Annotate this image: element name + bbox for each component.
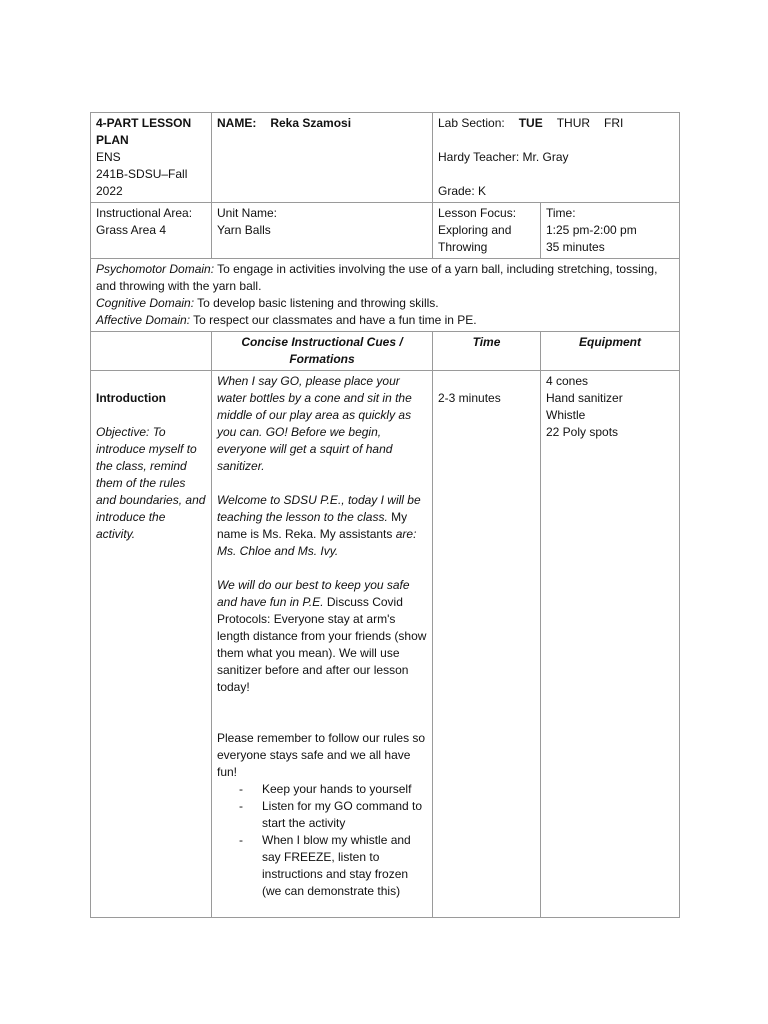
introduction-title: Introduction	[96, 391, 166, 405]
name-cell	[212, 113, 433, 203]
introduction-objective: Objective: To introduce myself to the class, remind them of the rules and boundaries, and introduce the activity.	[96, 425, 206, 541]
plan-title: 4-PART LESSON PLAN	[96, 116, 192, 147]
lesson-focus-cell	[433, 203, 541, 259]
cue-paragraph	[217, 577, 427, 696]
equipment-item: Hand sanitizer	[546, 391, 623, 405]
cue-paragraph	[217, 492, 427, 560]
unit-name-cell	[212, 203, 433, 259]
rule-item: - Listen for my GO command to start the activity	[239, 798, 427, 832]
column-header-row	[91, 332, 680, 371]
lab-day-tue: TUE	[518, 116, 543, 130]
introduction-time: 2-3 minutes	[438, 391, 501, 405]
introduction-time-cell	[433, 371, 541, 918]
lesson-focus-label: Lesson Focus:	[438, 206, 517, 220]
time-column-header: Time	[433, 332, 541, 371]
introduction-equipment-cell	[541, 371, 680, 918]
unit-name-label: Unit Name:	[217, 206, 278, 220]
time-label: Time:	[546, 206, 576, 220]
header-row	[91, 113, 680, 203]
lesson-focus-line: Exploring and	[438, 223, 512, 237]
time-cell	[541, 203, 680, 259]
plan-title-cell	[91, 113, 212, 203]
equipment-item: 4 cones	[546, 374, 589, 388]
affective-domain	[96, 312, 674, 329]
introduction-row	[91, 371, 680, 918]
instructional-area-cell	[91, 203, 212, 259]
course-line: ENS	[96, 150, 121, 164]
course-line: 241B-SDSU–Fall	[96, 167, 188, 181]
instructional-area-value: Grass Area 4	[96, 223, 167, 237]
psychomotor-label: Psychomotor Domain:	[96, 262, 215, 276]
name-value: Reka Szamosi	[270, 116, 352, 130]
affective-label: Affective Domain:	[96, 313, 191, 327]
lesson-plan-table	[90, 112, 680, 918]
introduction-label-cell	[91, 371, 212, 918]
cue-paragraph: Please remember to follow our rules so everyone stays safe and we all have fun!	[217, 731, 426, 779]
cue-welcome-text: Welcome to SDSU P.E., today I will be teaching the lesson to the class.	[217, 493, 421, 524]
cue-paragraph: When I say GO, please place your water bottles by a cone and sit in the middle of our play area as quickly as you can. GO! Before we begin, everyone will get a squirt of hand sanitizer.	[217, 374, 412, 473]
affective-text: To respect our classmates and have a fun time in PE.	[190, 313, 477, 327]
info-row	[91, 203, 680, 259]
equipment-column-header: Equipment	[541, 332, 680, 371]
cue-assistants-text: are: Ms. Chloe and Ms. Ivy.	[217, 527, 417, 558]
equipment-item: Whistle	[546, 408, 586, 422]
cognitive-text: To develop basic listening and throwing skills.	[194, 296, 439, 310]
cue-safety-text: We will do our best to keep you safe and have fun in P.E.	[217, 578, 410, 609]
column-header-empty	[91, 332, 212, 371]
lab-day-fri: FRI	[604, 116, 624, 130]
cues-column-header: Concise Instructional Cues / Formations	[212, 332, 433, 371]
cognitive-label: Cognitive Domain:	[96, 296, 195, 310]
cognitive-domain	[96, 295, 674, 312]
rule-item: - When I blow my whistle and say FREEZE, listen to instructions and stay frozen (we can demonstrate this)	[239, 832, 427, 900]
domains-cell	[91, 259, 680, 332]
cue-name-text: My name is Ms. Reka. My assistants	[217, 510, 408, 541]
cue-covid-text: Discuss Covid Protocols: Everyone stay at arm's length distance from your friends (show them what you mean). We will use sanitizer before and after our lesson today!	[217, 595, 427, 694]
course-line: 2022	[96, 184, 123, 198]
lab-day-thur: THUR	[556, 116, 591, 130]
psychomotor-domain	[96, 261, 674, 295]
introduction-cues-cell	[212, 371, 433, 918]
rules-list	[217, 781, 427, 900]
instructional-area-label: Instructional Area:	[96, 206, 193, 220]
rule-item: - Keep your hands to yourself	[239, 781, 427, 798]
equipment-item: 22 Poly spots	[546, 425, 619, 439]
lesson-focus-line: Throwing	[438, 240, 488, 254]
grade: Grade: K	[438, 184, 487, 198]
time-range: 1:25 pm-2:00 pm	[546, 223, 637, 237]
name-label: NAME:	[217, 116, 257, 130]
hardy-teacher: Hardy Teacher: Mr. Gray	[438, 150, 569, 164]
unit-name-value: Yarn Balls	[217, 223, 271, 237]
psychomotor-text: To engage in activities involving the use of a yarn ball, including stretching, tossing, and throwing with the yarn ball.	[96, 262, 658, 293]
lab-section-cell	[433, 113, 680, 203]
time-duration: 35 minutes	[546, 240, 605, 254]
domains-row	[91, 259, 680, 332]
lab-section-label: Lab Section:	[438, 116, 505, 130]
